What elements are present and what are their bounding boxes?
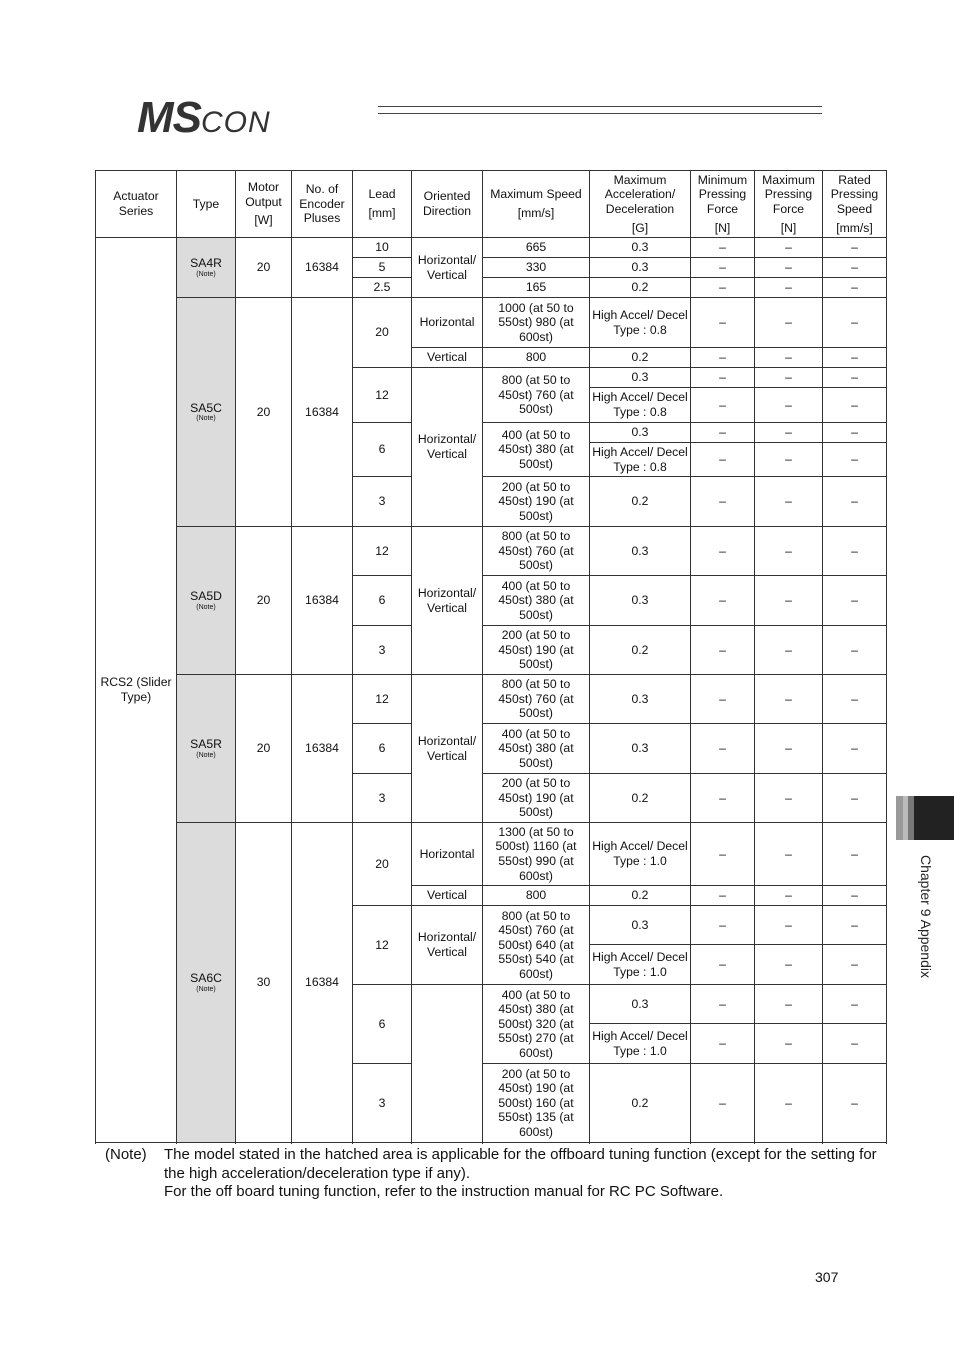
table-row: High Accel/ Decel Type : 0.8 – – –	[96, 388, 887, 423]
header-rule	[378, 106, 822, 107]
table-row: High Accel/ Decel Type : 0.8 – – –	[96, 443, 887, 477]
table-row: SA5D (Note) 20 16384 12 Horizontal/ Vertical 800 (at 50 to 450st) 760 (at 500st) 0.3 – – –	[96, 527, 887, 576]
col-min-force: Minimum Pressing Force [N]	[691, 171, 755, 238]
footnote	[105, 1146, 885, 1202]
table-row: Vertical 800 0.2 – – –	[96, 348, 887, 368]
mscon-logo: MSCON	[137, 93, 271, 142]
table-row: 6 400 (at 50 to 450st) 380 (at 500st) 0.3 – – –	[96, 724, 887, 774]
table-row: RCS2 (Slider Type) SA4R (Note) 20 16384 10 Horizontal/ Vertical 665 0.3 – – –	[96, 238, 887, 258]
table-row: 3 200 (at 50 to 450st) 190 (at 500st) 0.2 – – –	[96, 774, 887, 823]
col-series: Actuator Series	[96, 171, 177, 238]
footnote-label: (Note)	[105, 1146, 147, 1163]
table-row: SA5C (Note) 20 16384 20 Horizontal 1000 (at 50 to 550st) 980 (at 600st) High Accel/ Decel Type : 0.8 – – –	[96, 298, 887, 348]
actuator-spec-table	[95, 170, 887, 1143]
type-cell: SA5C (Note)	[177, 298, 236, 527]
footnote-line2: For the off board tuning function, refer to the instruction manual for RC PC Software.	[164, 1183, 724, 1200]
type-cell: SA5R (Note)	[177, 675, 236, 823]
header-row	[96, 171, 887, 238]
type-cell: SA5D (Note)	[177, 527, 236, 675]
col-speed: Maximum Speed [mm/s]	[483, 171, 590, 238]
table-row: 12 Horizontal/ Vertical 800 (at 50 to 450st) 760 (at 500st) 640 (at 550st) 540 (at 600st) 0.3 – – –	[96, 906, 887, 945]
col-type: Type	[177, 171, 236, 238]
table-row: 3 200 (at 50 to 450st) 190 (at 500st) 0.2 – – –	[96, 626, 887, 675]
col-encoder: No. of Encoder Pluses	[292, 171, 353, 238]
chapter-label: Chapter 9 Appendix	[918, 855, 934, 978]
table-row: SA6C (Note) 30 16384 20 Horizontal 1300 (at 50 to 500st) 1160 (at 550st) 990 (at 600st) High Accel/ Decel Type : 1.0 – – –	[96, 823, 887, 886]
table-row: SA5R (Note) 20 16384 12 Horizontal/ Vertical 800 (at 50 to 450st) 760 (at 500st) 0.3 – – –	[96, 675, 887, 724]
series-cell: RCS2 (Slider Type)	[96, 238, 177, 1143]
chapter-tab	[896, 796, 954, 840]
table-row: 3 200 (at 50 to 450st) 190 (at 500st) 0.2 – – –	[96, 477, 887, 527]
col-lead: Lead [mm]	[353, 171, 412, 238]
table-row: Vertical 800 0.2 – – –	[96, 886, 887, 906]
type-cell: SA6C (Note)	[177, 823, 236, 1143]
table-row: High Accel/ Decel Type : 1.0 – – –	[96, 1024, 887, 1064]
header-rule	[378, 113, 822, 114]
col-direction: Oriented Direction	[412, 171, 483, 238]
table-row: 3 200 (at 50 to 450st) 190 (at 500st) 160 (at 550st) 135 (at 600st) 0.2 – – –	[96, 1064, 887, 1143]
table-row: 6 400 (at 50 to 450st) 380 (at 500st) 320 (at 550st) 270 (at 600st) 0.3 – – –	[96, 985, 887, 1024]
table-row: 6 400 (at 50 to 450st) 380 (at 500st) 0.3 – – –	[96, 576, 887, 626]
col-max-force: Maximum Pressing Force [N]	[755, 171, 823, 238]
col-motor: Motor Output [W]	[236, 171, 292, 238]
table-row: 6 400 (at 50 to 450st) 380 (at 500st) 0.3 – – –	[96, 423, 887, 443]
page-number: 307	[815, 1269, 839, 1285]
direction-blank	[412, 985, 483, 1143]
footnote-line1: The model stated in the hatched area is applicable for the offboard tuning function (except for the setting for the high acceleration/deceleration type if any).	[164, 1146, 877, 1182]
table-row: 2.5 165 0.2 – – –	[96, 278, 887, 298]
col-accel: Maximum Acceleration/ Deceleration [G]	[590, 171, 691, 238]
table-row: 5 330 0.3 – – –	[96, 258, 887, 278]
table-row: High Accel/ Decel Type : 1.0 – – –	[96, 945, 887, 985]
col-rated-speed: Rated Pressing Speed [mm/s]	[823, 171, 887, 238]
type-cell: SA4R (Note)	[177, 238, 236, 298]
table-row: 12 Horizontal/ Vertical 800 (at 50 to 450st) 760 (at 500st) 0.3 – – –	[96, 368, 887, 388]
